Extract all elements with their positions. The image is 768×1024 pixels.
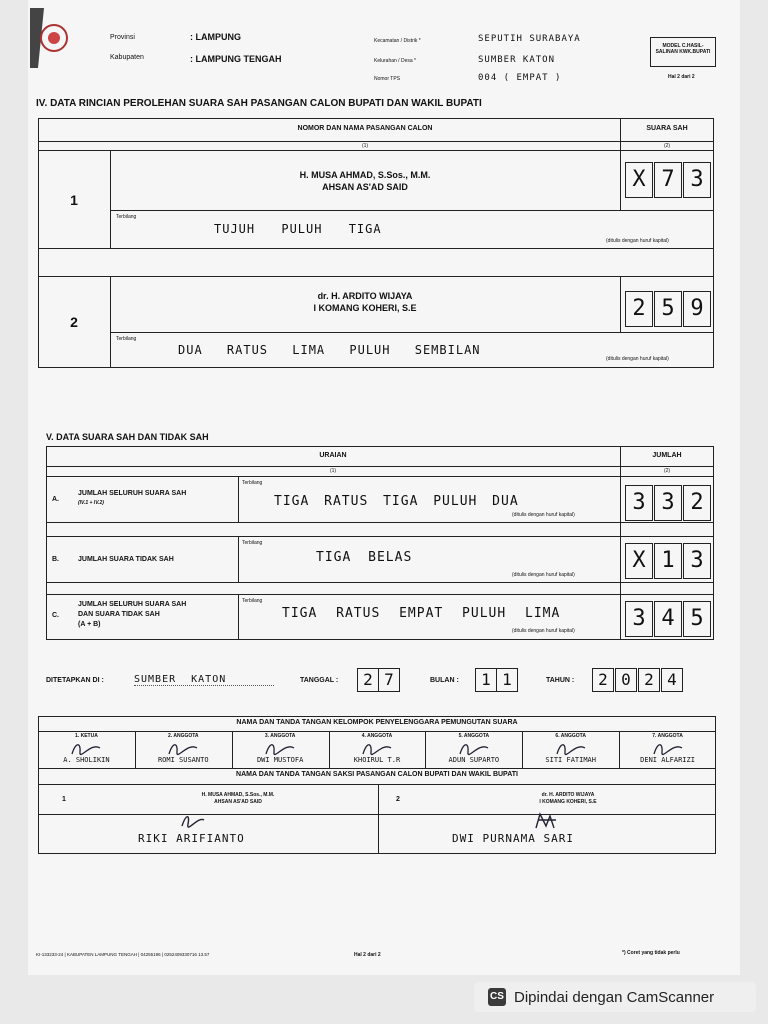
kpu-logo	[30, 8, 72, 68]
kpps-member-role: 2. ANGGOTA	[167, 733, 199, 739]
row-b-label-1: JUMLAH SUARA TIDAK SAH	[78, 556, 174, 563]
footer-note: *) Coret yang tidak perlu	[622, 950, 680, 956]
candidate-2-terbilang-label: Terbilang	[116, 336, 137, 342]
ditetapkan-place[interactable]: SUMBER KATON	[134, 674, 274, 686]
kpps-member-name[interactable]: DWI MUSTOFA	[256, 756, 304, 764]
row-b-digit-1[interactable]: X	[625, 543, 653, 579]
kabupaten-label: Kabupaten	[110, 54, 144, 61]
row-a-terbilang-label: Terbilang	[242, 480, 263, 486]
model-box: MODEL C.HASIL-SALINAN KWK.BUPATI	[650, 37, 716, 67]
row-c-letter: C.	[52, 612, 59, 619]
candidate-1-digit-1[interactable]: X	[625, 162, 653, 198]
row-a-label-1: JUMLAH SELURUH SUARA SAH	[78, 490, 187, 497]
kpps-member-role: 7. ANGGOTA	[652, 733, 683, 739]
kpps-member-role: 6. ANGGOTA	[555, 733, 586, 739]
row-b-digit-3[interactable]: 3	[683, 543, 711, 579]
candidate-1-number: 1	[70, 192, 78, 208]
camscanner-text: Dipindai dengan CamScanner	[514, 988, 715, 1006]
candidate-2-name-1: dr. H. ARDITO WIJAYA	[317, 291, 413, 301]
bulan-digit-2[interactable]: 1	[496, 668, 518, 692]
kabupaten-value: : LAMPUNG TENGAH	[190, 54, 282, 64]
candidate-1-words[interactable]: TUJUH PULUH TIGA	[214, 222, 382, 236]
tps-label: Nomor TPS	[374, 76, 401, 82]
col-votes-header: SUARA SAH	[646, 125, 688, 132]
candidate-1-hint: (ditulis dengan huruf kapital)	[606, 238, 669, 244]
kecamatan-label: Kecamatan / Distrik *	[374, 38, 421, 44]
row-c-hint: (ditulis dengan huruf kapital)	[512, 628, 575, 634]
col-num-2: (2)	[663, 143, 671, 149]
kpps-member-name[interactable]: SITI FATIMAH	[545, 756, 596, 764]
saksi-2-name[interactable]: DWI PURNAMA SARI	[452, 832, 574, 845]
camscanner-icon: CS	[488, 988, 506, 1006]
row-c-terbilang-label: Terbilang	[242, 598, 263, 604]
saksi-2-number: 2	[396, 796, 400, 803]
tahun-label: TAHUN :	[546, 677, 575, 684]
tps-value: 004 ( EMPAT )	[478, 73, 562, 83]
section-iv-title: IV. DATA RINCIAN PEROLEHAN SUARA SAH PASANGAN CALON BUPATI DAN WAKIL BUPATI	[36, 98, 482, 109]
row-c-digit-3[interactable]: 5	[683, 601, 711, 637]
saksi-1-name[interactable]: RIKI ARIFIANTO	[138, 832, 245, 845]
form-page	[28, 0, 740, 975]
ditetapkan-label: DITETAPKAN DI :	[46, 677, 104, 684]
saksi-1-cand-2: AHSAN AS'AD SAID	[214, 799, 262, 805]
row-c-label-1: JUMLAH SELURUH SUARA SAH	[78, 601, 187, 608]
kecamatan-value: SEPUTIH SURABAYA	[478, 34, 581, 44]
candidate-1-digit-3[interactable]: 3	[683, 162, 711, 198]
kpps-member-name[interactable]: ROMI SUSANTO	[157, 756, 209, 764]
row-b-digit-2[interactable]: 1	[654, 543, 682, 579]
tahun-digit-1[interactable]: 2	[592, 668, 614, 692]
row-a-digit-2[interactable]: 3	[654, 485, 682, 521]
candidate-2-name-2: I KOMANG KOHERI, S.E	[313, 303, 417, 313]
kpps-member-role: 4. ANGGOTA	[361, 733, 393, 739]
tanggal-label: TANGGAL :	[300, 677, 339, 684]
candidate-1-digit-2[interactable]: 7	[654, 162, 682, 198]
row-c-label-2: DAN SUARA TIDAK SAH	[78, 611, 160, 618]
kpps-title: NAMA DAN TANDA TANGAN KELOMPOK PENYELENGGARA PEMUNGUTAN SUARA	[236, 719, 518, 726]
tahun-digit-3[interactable]: 2	[638, 668, 660, 692]
row-c-words[interactable]: TIGA RATUS EMPAT PULUH LIMA	[282, 606, 561, 621]
section-v-title: V. DATA SUARA SAH DAN TIDAK SAH	[46, 432, 209, 442]
row-a-label-2: (IV.1 + IV.2)	[78, 500, 104, 506]
v-col-num-2: (2)	[663, 468, 671, 474]
kpps-member-role: 3. ANGGOTA	[264, 733, 296, 739]
kpps-member-name[interactable]: ADUN SUPARTO	[448, 756, 500, 764]
candidate-1-terbilang-label: Terbilang	[116, 214, 137, 220]
camscanner-watermark	[474, 982, 756, 1012]
row-a-words[interactable]: TIGA RATUS TIGA PULUH DUA	[274, 494, 519, 509]
provinsi-value: : LAMPUNG	[190, 32, 241, 42]
candidate-2-digit-1[interactable]: 2	[625, 291, 653, 327]
row-b-letter: B.	[52, 556, 59, 563]
kpps-member-name[interactable]: KHOIRUL T.R	[353, 756, 401, 764]
kpps-member-name[interactable]: A. SHOLIKIN	[63, 756, 110, 764]
kelurahan-label: Kelurahan / Desa *	[374, 58, 416, 64]
v-col-num-1: (1)	[329, 468, 337, 474]
row-a-hint: (ditulis dengan huruf kapital)	[512, 512, 575, 518]
saksi-2-cand-2: I KOMANG KOHERI, S.E	[539, 799, 597, 805]
row-c-digit-2[interactable]: 4	[654, 601, 682, 637]
row-c-label-3: (A + B)	[78, 621, 101, 628]
row-b-hint: (ditulis dengan huruf kapital)	[512, 572, 575, 578]
row-a-digit-1[interactable]: 3	[625, 485, 653, 521]
candidate-2-hint: (ditulis dengan huruf kapital)	[606, 356, 669, 362]
row-a-digit-3[interactable]: 2	[683, 485, 711, 521]
candidate-2-number: 2	[70, 314, 78, 330]
row-b-words[interactable]: TIGA BELAS	[316, 550, 413, 565]
provinsi-label: Provinsi	[110, 34, 135, 41]
tanggal-digit-2[interactable]: 7	[378, 668, 400, 692]
footer-code: KI-133233-24 | KABUPATEN LAMPUNG TENGAH | 04255196 | 0252409330716 13.57	[36, 952, 210, 957]
candidate-1-name-2: AHSAN AS'AD SAID	[322, 182, 408, 192]
saksi-1-cand-1: H. MUSA AHMAD, S.Sos., M.M.	[201, 792, 275, 798]
col-num-1: (1)	[361, 143, 369, 149]
saksi-2-cand-1: dr. H. ARDITO WIJAYA	[541, 792, 595, 798]
footer-page: Hal 2 dari 2	[354, 952, 381, 958]
candidate-2-words[interactable]: DUA RATUS LIMA PULUH SEMBILAN	[178, 343, 481, 357]
tahun-digit-4[interactable]: 4	[661, 668, 683, 692]
candidate-2-digit-2[interactable]: 5	[654, 291, 682, 327]
tanggal-digit-1[interactable]: 2	[357, 668, 379, 692]
col-name-header: NOMOR DAN NAMA PASANGAN CALON	[297, 125, 433, 132]
kelurahan-value: SUMBER KATON	[478, 55, 556, 65]
row-a-letter: A.	[52, 496, 59, 503]
row-c-digit-1[interactable]: 3	[625, 601, 653, 637]
kpps-member-name[interactable]: DENI ALFARIZI	[640, 756, 695, 764]
candidate-1-name-1: H. MUSA AHMAD, S.Sos., M.M.	[299, 170, 431, 180]
page-indicator: Hal 2 dari 2	[668, 74, 695, 80]
saksi-title: NAMA DAN TANDA TANGAN SAKSI PASANGAN CALON BUPATI DAN WAKIL BUPATI	[236, 771, 518, 778]
bulan-digit-1[interactable]: 1	[475, 668, 497, 692]
saksi-1-number: 1	[62, 796, 66, 803]
kpps-member-role: 1. KETUA	[75, 733, 98, 739]
row-b-terbilang-label: Terbilang	[242, 540, 263, 546]
col-desc-header: URAIAN	[319, 452, 347, 459]
kpps-member-role: 5. ANGGOTA	[458, 733, 490, 739]
bulan-label: BULAN :	[430, 677, 459, 684]
candidate-2-digit-3[interactable]: 9	[683, 291, 711, 327]
col-sum-header: JUMLAH	[652, 452, 682, 459]
tahun-digit-2[interactable]: 0	[615, 668, 637, 692]
